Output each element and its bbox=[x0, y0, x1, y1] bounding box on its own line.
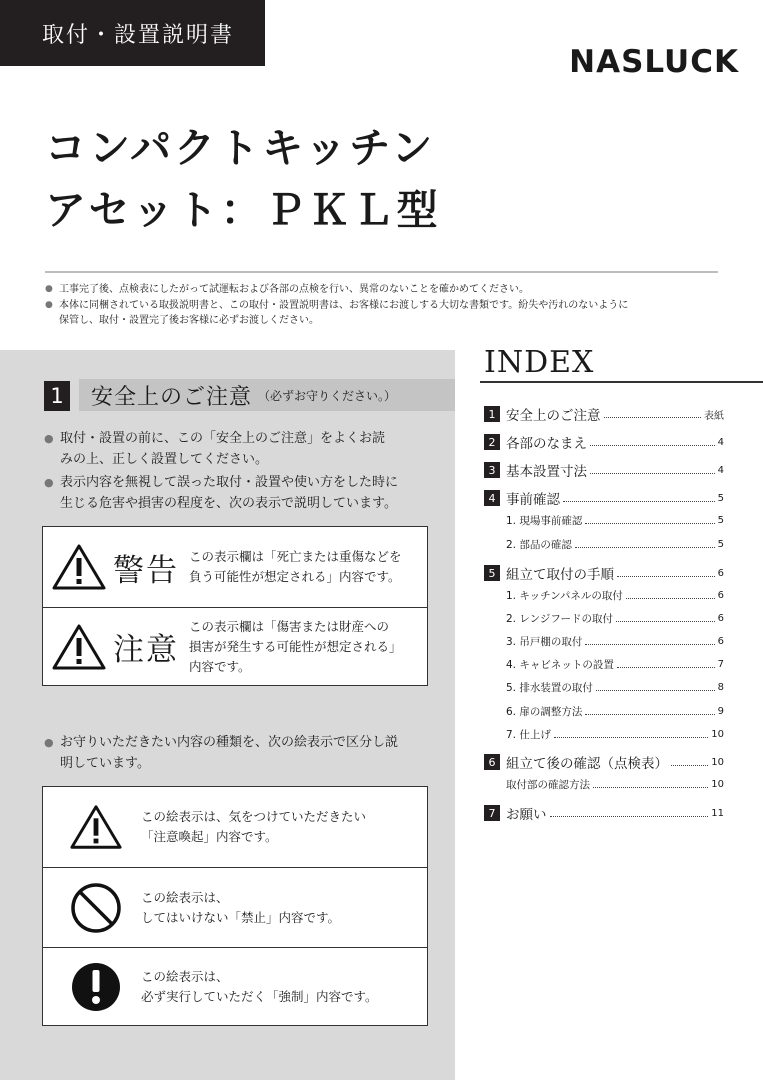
toc-label: 安全上のご注意 bbox=[506, 408, 601, 424]
document-type-tag: 取付・設置説明書 bbox=[0, 0, 265, 66]
title-divider bbox=[45, 271, 718, 273]
toc-label: 1. キッチンパネルの取付 bbox=[506, 590, 623, 602]
toc-subitem[interactable] bbox=[506, 777, 724, 792]
toc-number: 1 bbox=[484, 406, 500, 422]
toc-item-3[interactable] bbox=[484, 460, 724, 480]
toc-leader bbox=[550, 816, 709, 817]
toc-subitem[interactable] bbox=[506, 634, 724, 649]
symbol-description bbox=[141, 807, 366, 847]
toc-leader bbox=[604, 417, 702, 418]
section-subtitle: （必ずお守りください。） bbox=[258, 388, 397, 403]
toc-number: 4 bbox=[484, 490, 500, 506]
toc-subitem[interactable] bbox=[506, 513, 724, 528]
toc-subitem[interactable] bbox=[506, 704, 724, 719]
toc-leader bbox=[593, 787, 708, 788]
toc-label: 7. 仕上げ bbox=[506, 729, 551, 741]
toc-leader bbox=[616, 621, 715, 622]
toc-item-1[interactable] bbox=[484, 404, 724, 424]
toc-subitem[interactable] bbox=[506, 727, 724, 742]
description-line: この表示欄は「傷害または財産への bbox=[189, 618, 390, 634]
description-line: この絵表示は、気をつけていただきたい bbox=[141, 809, 367, 824]
toc-label: 1. 現場事前確認 bbox=[506, 515, 583, 527]
toc-label: 6. 扉の調整方法 bbox=[506, 706, 583, 718]
description-line: この絵表示は、 bbox=[141, 889, 229, 905]
toc-label: 各部のなまえ bbox=[506, 436, 587, 452]
signal-row-warning bbox=[43, 527, 427, 607]
toc-number: 5 bbox=[484, 565, 500, 581]
toc-page: 10 bbox=[711, 779, 724, 790]
toc-page: 6 bbox=[717, 613, 724, 624]
toc-number: 2 bbox=[484, 434, 500, 450]
toc-item-7[interactable] bbox=[484, 803, 724, 823]
index-divider bbox=[480, 381, 763, 383]
toc-leader bbox=[563, 501, 715, 502]
toc-subitem[interactable] bbox=[506, 657, 724, 672]
toc-page: 6 bbox=[717, 636, 724, 647]
signal-row-caution bbox=[43, 607, 427, 685]
toc-leader bbox=[590, 445, 715, 446]
toc-label: 取付部の確認方法 bbox=[506, 779, 590, 791]
toc-page: 6 bbox=[717, 590, 724, 601]
toc-number: 7 bbox=[484, 805, 500, 821]
description-line: 「注意喚起」内容です。 bbox=[141, 829, 278, 844]
toc-leader bbox=[590, 473, 715, 474]
toc-item-4[interactable] bbox=[484, 488, 724, 508]
toc-leader bbox=[554, 737, 708, 738]
toc-label: 組立て後の確認（点検表） bbox=[506, 756, 668, 772]
section-heading bbox=[79, 379, 455, 411]
bullet-line: ● 取付・設置の前に、この「安全上のご注意」をよくお読 bbox=[60, 431, 386, 446]
toc-label: 5. 排水装置の取付 bbox=[506, 682, 593, 694]
toc-leader bbox=[617, 576, 715, 577]
brand-logo: NASLUCK bbox=[569, 44, 739, 80]
signal-description bbox=[189, 547, 402, 587]
toc-page: 8 bbox=[717, 682, 724, 693]
toc-leader bbox=[626, 598, 715, 599]
mandatory-icon bbox=[69, 960, 129, 1014]
toc-subitem[interactable] bbox=[506, 537, 724, 552]
toc-label: 4. キャビネットの設置 bbox=[506, 659, 614, 671]
toc-item-6[interactable] bbox=[484, 752, 724, 772]
toc-leader bbox=[617, 667, 715, 668]
safety-bullet bbox=[44, 472, 439, 514]
section-number: 1 bbox=[44, 381, 70, 411]
toc-label: 組立て取付の手順 bbox=[506, 567, 614, 583]
toc-page: 表紙 bbox=[704, 410, 724, 422]
symbol-row-caution bbox=[43, 787, 427, 867]
toc-leader bbox=[585, 523, 714, 524]
signal-word: 警告 bbox=[113, 552, 179, 589]
intro-note: ● 工事完了後、点検表にしたがって試運転および各部の点検を行い、異常のないことを確かめてください。 bbox=[45, 282, 725, 298]
description-line: この絵表示は、 bbox=[141, 968, 229, 984]
toc-label: 2. レンジフードの取付 bbox=[506, 613, 614, 625]
description-line: この表示欄は「死亡または重傷などを bbox=[189, 549, 402, 564]
prohibition-icon bbox=[69, 881, 129, 935]
toc-page: 9 bbox=[717, 706, 724, 717]
toc-leader bbox=[585, 714, 714, 715]
signal-word: 注意 bbox=[113, 632, 179, 668]
description-line: 負う可能性が想定される」内容です。 bbox=[189, 569, 401, 584]
toc-page: 6 bbox=[717, 567, 724, 579]
toc-page: 10 bbox=[711, 756, 724, 768]
safety-bullet bbox=[44, 428, 439, 470]
toc-leader bbox=[596, 690, 715, 691]
symbol-row-prohibition bbox=[43, 867, 427, 947]
toc-page: 5 bbox=[717, 515, 724, 526]
bullet-line: ● お守りいただきたい内容の種類を、次の絵表示で区分し説 bbox=[60, 735, 399, 750]
intro-notes bbox=[45, 282, 725, 329]
symbol-description bbox=[141, 967, 378, 1007]
toc-subitem[interactable] bbox=[506, 611, 724, 626]
intro-note-continued: 保管し、取付・設置完了後お客様に必ずお渡しください。 bbox=[59, 315, 319, 326]
toc-page: 7 bbox=[717, 659, 724, 670]
toc-subitem[interactable] bbox=[506, 680, 724, 695]
toc-page: 11 bbox=[711, 807, 724, 819]
warning-triangle-icon bbox=[51, 623, 113, 671]
toc-label: 基本設置寸法 bbox=[506, 464, 587, 480]
bullet-line: みの上、正しく設置してください。 bbox=[60, 452, 269, 467]
section-title: 安全上のご注意 bbox=[91, 384, 253, 410]
product-title-line1: コンパクトキッチン bbox=[45, 124, 436, 172]
toc-page: 10 bbox=[711, 729, 724, 740]
intro-note: ● 本体に同梱されている取扱説明書と、この取付・設置説明書は、お客様にお渡しする大切な書類です。紛失や汚れのないように bbox=[45, 298, 725, 314]
product-title-line2: アセット：ＰＫＬ型 bbox=[45, 186, 441, 234]
symbols-table bbox=[42, 786, 428, 1026]
symbol-row-mandatory bbox=[43, 947, 427, 1025]
bullet-line: ● 表示内容を無視して誤った取付・設置や使い方をした時に bbox=[60, 475, 399, 490]
toc-label: お願い bbox=[506, 807, 547, 823]
toc-label: 2. 部品の確認 bbox=[506, 539, 572, 551]
toc-label: 3. 吊戸棚の取付 bbox=[506, 636, 583, 648]
symbol-description bbox=[141, 888, 340, 928]
description-line: 内容です。 bbox=[189, 658, 251, 674]
toc-label: 事前確認 bbox=[506, 492, 560, 508]
description-line: 損害が発生する可能性が想定される」 bbox=[189, 638, 402, 654]
toc-page: 5 bbox=[717, 492, 724, 504]
bullet-line: 生じる危害や損害の程度を、次の表示で説明しています。 bbox=[60, 496, 397, 511]
toc-leader bbox=[575, 547, 715, 548]
description-line: してはいけない「禁止」内容です。 bbox=[141, 909, 341, 925]
symbols-intro bbox=[44, 732, 439, 774]
index-title: INDEX bbox=[484, 345, 595, 380]
toc-subitem[interactable] bbox=[506, 588, 724, 603]
description-line: 必ず実行していただく「強制」内容です。 bbox=[141, 988, 378, 1004]
bullet-line: 明しています。 bbox=[60, 756, 150, 771]
toc-number: 3 bbox=[484, 462, 500, 478]
warning-triangle-icon bbox=[51, 543, 113, 591]
caution-triangle-icon bbox=[69, 803, 129, 851]
toc-page: 4 bbox=[717, 464, 724, 476]
toc-page: 5 bbox=[717, 539, 724, 550]
toc-page: 4 bbox=[717, 436, 724, 448]
signal-word-table bbox=[42, 526, 428, 686]
toc-leader bbox=[671, 765, 708, 766]
toc-item-2[interactable] bbox=[484, 432, 724, 452]
toc-leader bbox=[585, 644, 714, 645]
signal-description bbox=[189, 617, 402, 677]
toc-item-5[interactable] bbox=[484, 563, 724, 583]
toc-number: 6 bbox=[484, 754, 500, 770]
